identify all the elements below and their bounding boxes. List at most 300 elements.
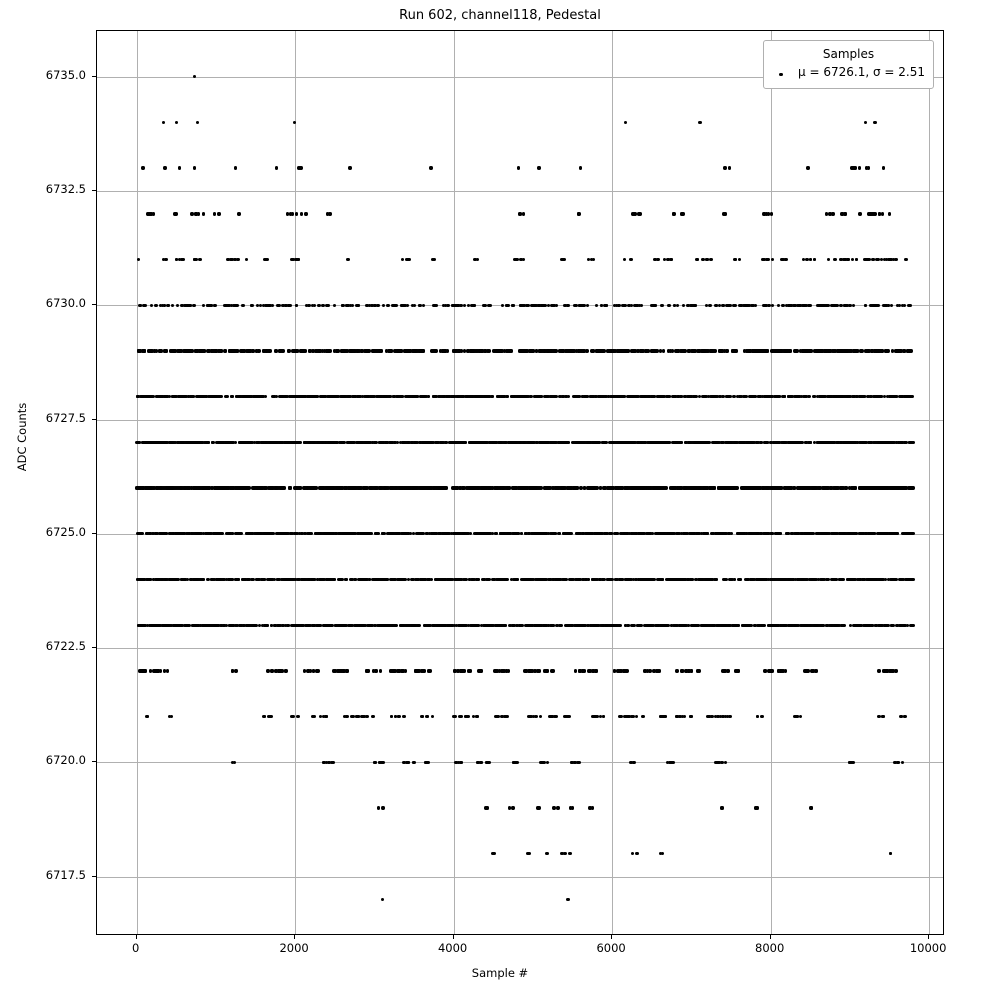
data-point — [323, 441, 326, 444]
gridline-horizontal — [97, 191, 943, 192]
data-point — [420, 349, 423, 352]
data-point — [315, 441, 318, 444]
data-point — [728, 166, 731, 169]
data-point — [690, 486, 693, 489]
data-point — [671, 486, 674, 489]
data-point — [304, 349, 307, 352]
data-point — [220, 349, 223, 352]
data-point — [725, 395, 728, 398]
data-point — [687, 349, 690, 352]
data-point — [194, 212, 197, 215]
data-point — [270, 486, 273, 489]
data-point — [703, 349, 706, 352]
data-point — [863, 258, 866, 261]
data-point — [432, 258, 435, 261]
data-point — [721, 304, 724, 307]
data-point — [824, 349, 827, 352]
data-point — [435, 486, 438, 489]
data-point — [403, 486, 406, 489]
data-point — [524, 486, 527, 489]
data-point — [858, 212, 861, 215]
data-point — [546, 441, 549, 444]
data-point — [652, 486, 655, 489]
data-point — [661, 441, 664, 444]
gridline-horizontal — [97, 648, 943, 649]
data-point — [162, 121, 165, 124]
data-point — [746, 486, 749, 489]
data-point — [297, 441, 300, 444]
data-point — [858, 166, 861, 169]
data-point — [415, 486, 418, 489]
data-point — [695, 258, 698, 261]
data-point — [155, 486, 158, 489]
data-point — [474, 349, 477, 352]
data-point — [299, 486, 302, 489]
data-point — [370, 304, 373, 307]
data-point — [294, 486, 297, 489]
data-point — [689, 304, 692, 307]
data-point — [654, 441, 657, 444]
data-point — [799, 486, 802, 489]
data-point — [566, 304, 569, 307]
data-point — [895, 395, 898, 398]
data-point — [718, 304, 721, 307]
data-point — [256, 441, 259, 444]
data-point — [852, 304, 855, 307]
data-point — [257, 349, 260, 352]
data-point — [155, 395, 158, 398]
data-point — [640, 349, 643, 352]
data-point — [210, 395, 213, 398]
data-point — [697, 486, 700, 489]
data-point — [860, 349, 863, 352]
data-point — [454, 486, 457, 489]
data-point — [378, 486, 381, 489]
data-point — [842, 258, 845, 261]
data-point — [389, 486, 392, 489]
data-point — [824, 441, 827, 444]
data-point — [391, 304, 394, 307]
data-point — [213, 212, 216, 215]
data-point — [782, 395, 785, 398]
data-point — [278, 349, 281, 352]
data-point — [253, 441, 256, 444]
data-point — [647, 486, 650, 489]
data-point — [668, 395, 671, 398]
data-point — [895, 349, 898, 352]
data-point — [682, 349, 685, 352]
data-point — [763, 304, 766, 307]
data-point — [371, 349, 374, 352]
data-point — [606, 349, 609, 352]
data-point — [809, 258, 812, 261]
data-point — [510, 349, 513, 352]
data-point — [771, 258, 774, 261]
data-point — [499, 441, 502, 444]
data-point — [792, 304, 795, 307]
data-point — [630, 258, 633, 261]
data-point — [911, 395, 914, 398]
data-point — [364, 441, 367, 444]
data-point — [154, 304, 157, 307]
data-point — [844, 486, 847, 489]
data-point — [576, 441, 579, 444]
data-point — [140, 395, 143, 398]
data-point — [460, 395, 463, 398]
data-point — [137, 258, 140, 261]
data-point — [653, 304, 656, 307]
data-point — [506, 304, 509, 307]
data-point — [669, 258, 672, 261]
data-point — [813, 258, 816, 261]
data-point — [656, 258, 659, 261]
data-point — [178, 166, 181, 169]
gridline-vertical — [929, 31, 930, 934]
data-point — [184, 349, 187, 352]
data-point — [263, 486, 266, 489]
data-point — [547, 486, 550, 489]
data-point — [446, 304, 449, 307]
data-point — [609, 395, 612, 398]
data-point — [565, 349, 568, 352]
data-point — [632, 349, 635, 352]
data-point — [174, 212, 177, 215]
data-point — [620, 441, 623, 444]
data-point — [869, 441, 872, 444]
data-point — [276, 304, 279, 307]
data-point — [429, 166, 432, 169]
data-point — [721, 441, 724, 444]
data-point — [609, 486, 612, 489]
data-point — [321, 304, 324, 307]
data-point — [226, 304, 229, 307]
data-point — [739, 441, 742, 444]
data-point — [595, 486, 598, 489]
data-point — [176, 304, 179, 307]
data-point — [313, 304, 316, 307]
data-point — [319, 486, 322, 489]
data-point — [765, 258, 768, 261]
data-point — [171, 304, 174, 307]
data-point — [729, 395, 732, 398]
data-point — [867, 349, 870, 352]
data-point — [327, 349, 330, 352]
data-point — [883, 304, 886, 307]
data-point — [234, 486, 237, 489]
data-point — [553, 349, 556, 352]
data-point — [432, 304, 435, 307]
gridline-vertical — [612, 31, 613, 934]
data-point — [618, 486, 621, 489]
data-point — [295, 212, 298, 215]
data-point — [283, 486, 286, 489]
data-point — [359, 441, 362, 444]
data-point — [358, 486, 361, 489]
gridline-vertical — [454, 31, 455, 934]
data-point — [882, 166, 885, 169]
data-point — [568, 486, 571, 489]
data-point — [245, 258, 248, 261]
data-point — [813, 349, 816, 352]
data-point — [340, 441, 343, 444]
data-point — [226, 258, 229, 261]
data-point — [501, 304, 504, 307]
data-point — [264, 395, 267, 398]
data-point — [160, 395, 163, 398]
data-point — [722, 212, 725, 215]
data-point — [630, 486, 633, 489]
data-point — [778, 395, 781, 398]
data-point — [202, 304, 205, 307]
data-point — [603, 441, 606, 444]
data-point — [884, 486, 887, 489]
data-point — [677, 349, 680, 352]
data-point — [900, 486, 903, 489]
data-point — [407, 258, 410, 261]
data-point — [818, 349, 821, 352]
data-point — [269, 304, 272, 307]
data-point — [505, 395, 508, 398]
data-point — [537, 166, 540, 169]
data-point — [627, 441, 630, 444]
data-point — [827, 258, 830, 261]
data-point — [672, 212, 675, 215]
data-point — [643, 441, 646, 444]
data-point — [234, 304, 237, 307]
data-point — [579, 166, 582, 169]
data-point — [401, 441, 404, 444]
data-point — [693, 349, 696, 352]
data-point — [207, 349, 210, 352]
data-point — [705, 258, 708, 261]
data-point — [805, 258, 808, 261]
data-point — [264, 304, 267, 307]
data-point — [207, 441, 210, 444]
data-point — [234, 166, 237, 169]
data-point — [864, 304, 867, 307]
data-point — [852, 166, 855, 169]
data-point — [237, 212, 240, 215]
data-point — [295, 304, 298, 307]
data-point — [872, 395, 875, 398]
data-point — [618, 304, 621, 307]
data-point — [179, 486, 182, 489]
data-point — [676, 304, 679, 307]
data-point — [785, 304, 788, 307]
data-point — [316, 395, 319, 398]
data-point — [343, 349, 346, 352]
data-point — [336, 349, 339, 352]
data-point — [839, 441, 842, 444]
data-point — [658, 486, 661, 489]
data-point — [322, 486, 325, 489]
data-point — [332, 486, 335, 489]
data-point — [637, 212, 640, 215]
data-point — [903, 486, 906, 489]
data-point — [581, 349, 584, 352]
data-point — [492, 441, 495, 444]
data-point — [721, 395, 724, 398]
data-point — [908, 441, 911, 444]
data-point — [808, 441, 811, 444]
data-point — [561, 486, 564, 489]
data-point — [407, 441, 410, 444]
data-point — [873, 212, 876, 215]
data-point — [777, 441, 780, 444]
data-point — [325, 304, 328, 307]
data-point — [399, 486, 402, 489]
data-point — [376, 486, 379, 489]
data-point — [442, 304, 445, 307]
gridline-horizontal — [97, 762, 943, 763]
data-point — [867, 486, 870, 489]
data-point — [190, 486, 193, 489]
data-point — [727, 486, 730, 489]
data-point — [365, 304, 368, 307]
data-point — [779, 486, 782, 489]
data-point — [519, 258, 522, 261]
data-point — [228, 349, 231, 352]
data-point — [733, 258, 736, 261]
data-point — [777, 304, 780, 307]
data-point — [878, 212, 881, 215]
data-point — [497, 349, 500, 352]
data-point — [517, 166, 520, 169]
data-point — [831, 212, 834, 215]
data-point — [765, 212, 768, 215]
data-point — [860, 441, 863, 444]
data-point — [190, 212, 193, 215]
data-point — [825, 212, 828, 215]
gridline-horizontal — [97, 877, 943, 878]
data-point — [430, 486, 433, 489]
data-point — [405, 349, 408, 352]
data-point — [770, 212, 773, 215]
data-point — [886, 349, 889, 352]
data-point — [873, 304, 876, 307]
data-point — [555, 395, 558, 398]
data-point — [851, 258, 854, 261]
data-point — [512, 486, 515, 489]
data-point — [764, 441, 767, 444]
data-point — [167, 304, 170, 307]
data-point — [633, 304, 636, 307]
data-point — [901, 441, 904, 444]
data-point — [345, 304, 348, 307]
data-point — [309, 486, 312, 489]
data-point — [412, 349, 415, 352]
data-point — [287, 441, 290, 444]
data-point — [326, 441, 329, 444]
data-point — [908, 486, 911, 489]
data-point — [158, 349, 161, 352]
data-point — [379, 349, 382, 352]
data-point — [698, 121, 701, 124]
data-point — [217, 395, 220, 398]
data-point — [386, 304, 389, 307]
data-point — [754, 304, 757, 307]
data-point — [591, 486, 594, 489]
data-point — [781, 258, 784, 261]
data-point — [794, 349, 797, 352]
data-point — [474, 395, 477, 398]
data-point — [896, 304, 899, 307]
data-point — [611, 441, 614, 444]
data-point — [494, 532, 497, 535]
data-point — [274, 349, 277, 352]
data-point — [268, 349, 271, 352]
data-point — [164, 258, 167, 261]
data-point — [502, 486, 505, 489]
data-point — [297, 166, 300, 169]
data-point — [850, 349, 853, 352]
data-point — [797, 441, 800, 444]
data-point — [642, 486, 645, 489]
data-point — [908, 304, 911, 307]
gridline-vertical — [295, 31, 296, 934]
data-point — [137, 486, 140, 489]
data-point — [786, 349, 789, 352]
data-point — [481, 349, 484, 352]
data-point — [686, 486, 689, 489]
data-point — [834, 258, 837, 261]
data-point — [547, 349, 550, 352]
data-point — [872, 258, 875, 261]
data-point — [680, 212, 683, 215]
data-point — [192, 304, 195, 307]
data-point — [630, 304, 633, 307]
data-point — [829, 349, 832, 352]
data-point — [822, 486, 825, 489]
data-point — [751, 486, 754, 489]
data-point — [234, 441, 237, 444]
data-point — [882, 441, 885, 444]
data-point — [242, 304, 245, 307]
data-point — [534, 486, 537, 489]
data-point — [892, 441, 895, 444]
data-point — [890, 304, 893, 307]
data-point — [783, 441, 786, 444]
data-point — [486, 349, 489, 352]
data-point — [543, 486, 546, 489]
data-point — [529, 486, 532, 489]
data-point — [150, 349, 153, 352]
data-point — [624, 121, 627, 124]
data-point — [742, 486, 745, 489]
data-point — [624, 349, 627, 352]
data-point — [555, 304, 558, 307]
data-point — [853, 486, 856, 489]
data-point — [510, 441, 513, 444]
data-point — [275, 166, 278, 169]
data-point — [624, 486, 627, 489]
data-point — [180, 349, 183, 352]
data-point — [583, 304, 586, 307]
data-point — [568, 349, 571, 352]
data-point — [397, 349, 400, 352]
data-point — [567, 395, 570, 398]
data-point — [855, 258, 858, 261]
data-point — [326, 395, 329, 398]
gridline-vertical — [771, 31, 772, 934]
data-point — [771, 304, 774, 307]
data-point — [537, 304, 540, 307]
data-point — [881, 212, 884, 215]
data-point — [349, 486, 352, 489]
data-point — [829, 486, 832, 489]
data-point — [530, 441, 533, 444]
data-point — [463, 349, 466, 352]
